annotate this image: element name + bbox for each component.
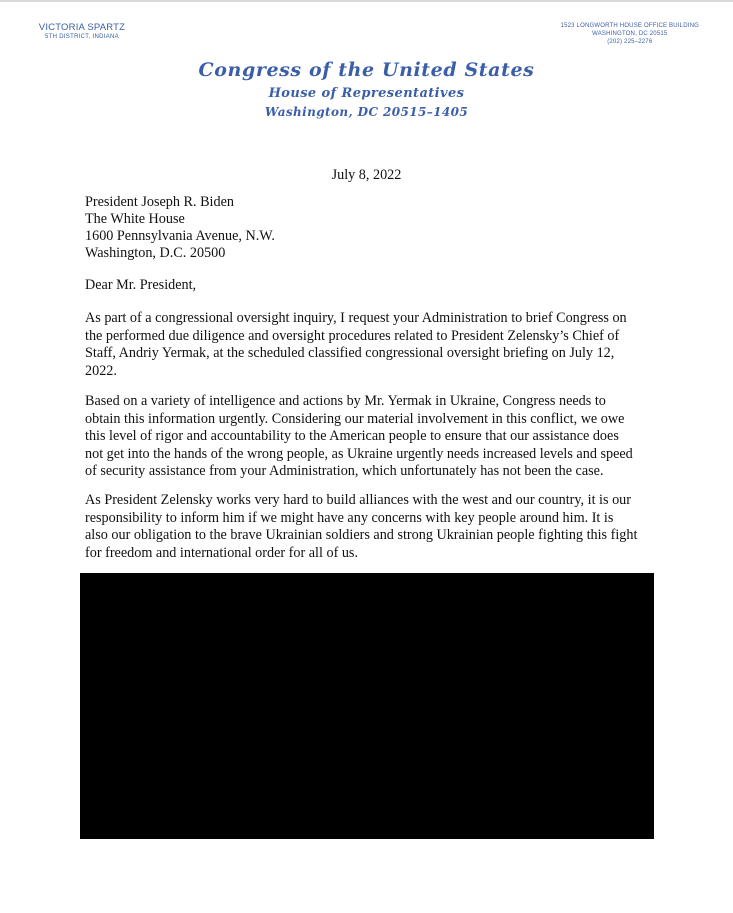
paragraph-line: As President Zelensky works very hard to build alliances with the west and our country, it is our [85, 492, 631, 508]
recipient-line: 1600 Pennsylvania Avenue, N.W. [85, 228, 275, 244]
member-district: 5TH DISTRICT, INDIANA [45, 34, 119, 40]
recipient-line: President Joseph R. Biden [85, 194, 234, 210]
paragraph-line: this level of rigor and accountability to the American people to ensure that our assistance does [85, 428, 619, 444]
masthead [0, 56, 733, 121]
congress-title: Congress of the United States [198, 59, 535, 81]
paragraph-line: responsibility to inform him if we might have any concerns with key people around him. It is [85, 509, 614, 526]
office-block [561, 22, 699, 46]
letter-date: July 8, 2022 [331, 167, 402, 183]
paragraph-line: the performed due diligence and oversight procedures related to President Zelensky’s Chief of [85, 327, 620, 344]
paragraph-line: Staff, Andriy Yermak, at the scheduled classified congressional oversight briefing on July 12, [85, 345, 615, 361]
paragraph-line: also our obligation to the brave Ukrainian soldiers and strong Ukrainian people fighting this fight [85, 527, 638, 543]
salutation: Dear Mr. President, [85, 277, 197, 293]
paragraph-line: for freedom and international order for all of us. [85, 544, 359, 561]
house-title: House of Representatives [268, 86, 465, 101]
recipient-line: The White House [85, 211, 185, 227]
paragraph-line: obtain this information urgently. Considering our material involvement in this conflict, we owe [85, 410, 625, 427]
recipient-line: Washington, D.C. 20500 [85, 245, 226, 261]
paragraph-line: not get into the hands of the wrong people, as Ukraine urgently needs increased levels and speed [85, 445, 633, 462]
member-block [22, 22, 142, 42]
paragraph-2 [85, 393, 655, 481]
recipient-address [85, 194, 275, 262]
paragraph-line: 2022. [85, 362, 117, 379]
member-name: VICTORIA SPARTZ [38, 22, 126, 33]
paragraph-line: Based on a variety of intelligence and actions by Mr. Yermak in Ukraine, Congress needs to [85, 393, 606, 409]
paragraph-line: of security assistance from your Administration, which unfortunately has not been the case. [85, 463, 604, 479]
paragraph-3 [85, 492, 655, 562]
office-city: WASHINGTON, DC 20515 [592, 31, 668, 37]
paragraph-line: As part of a congressional oversight inquiry, I request your Administration to brief Congress on [85, 310, 627, 326]
office-phone: (202) 225–2276 [607, 39, 653, 45]
paragraph-1 [85, 310, 655, 380]
page-top-border [0, 0, 733, 2]
office-address: 1523 LONGWORTH HOUSE OFFICE BUILDING [560, 23, 699, 29]
redaction-block [80, 573, 654, 839]
city-line: Washington, DC 20515–1405 [264, 105, 469, 119]
